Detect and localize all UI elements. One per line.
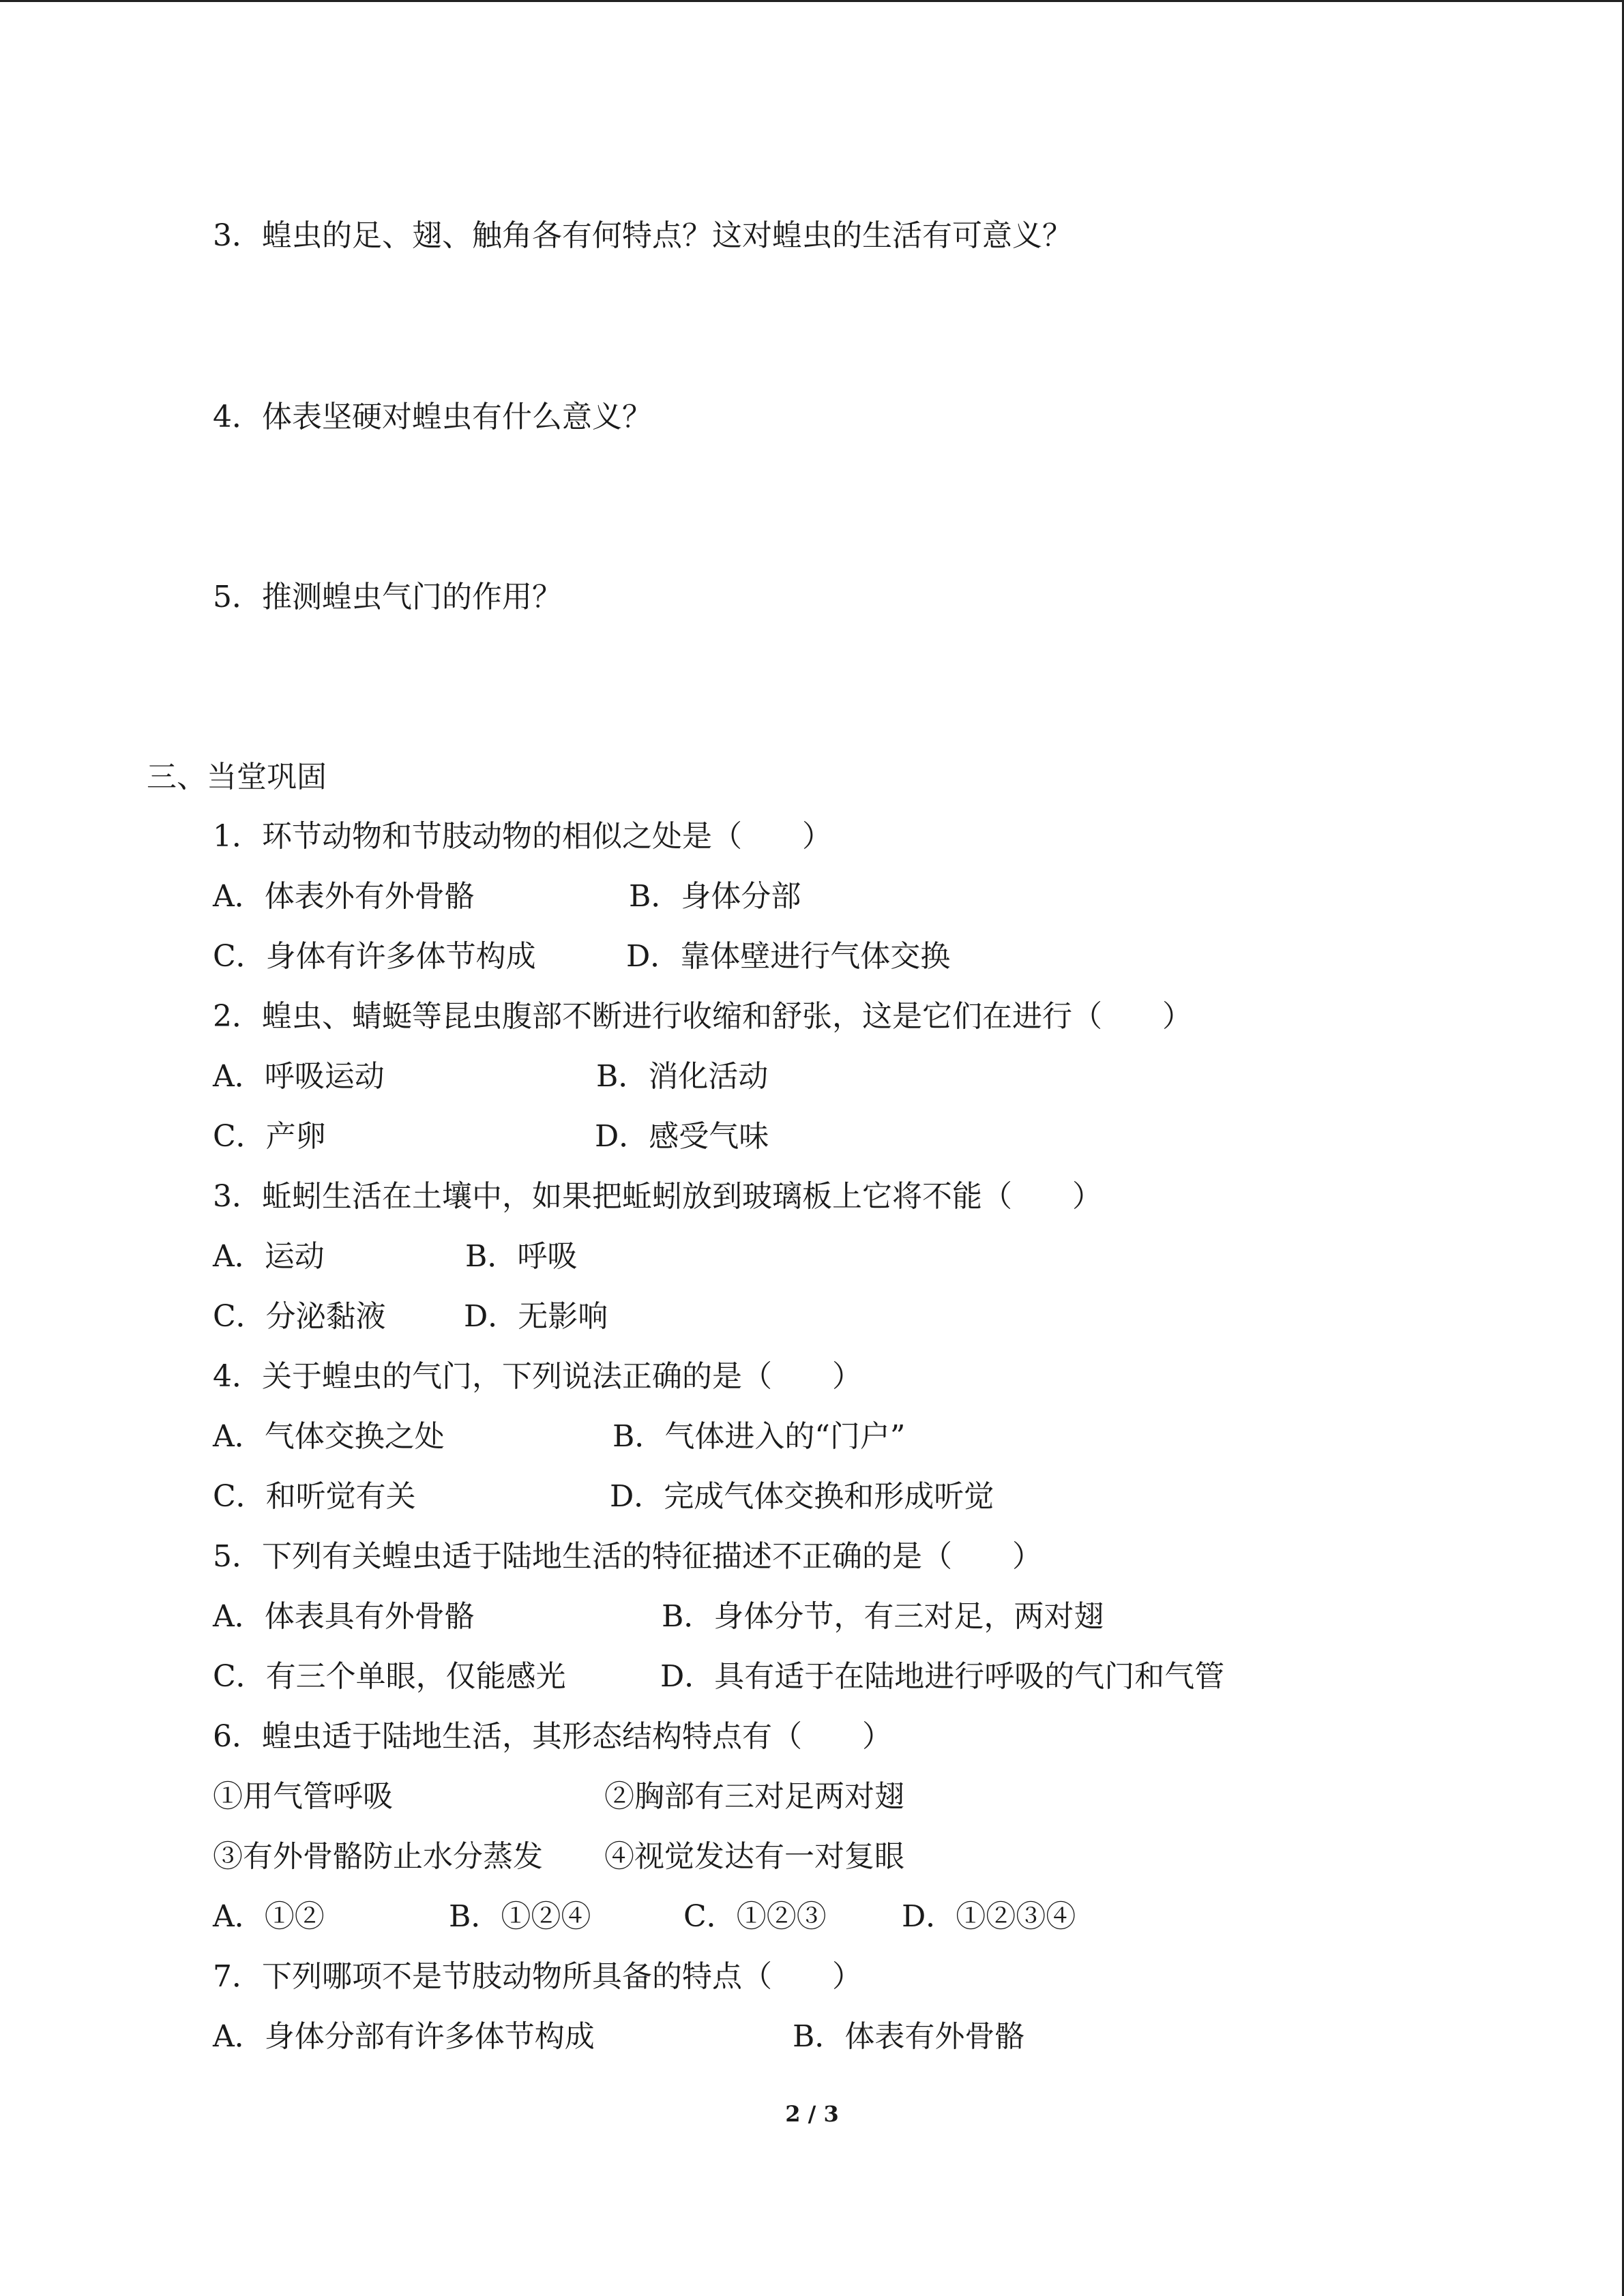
page-border-top	[0, 0, 1624, 2]
q1-option-b: B．身体分部	[629, 879, 801, 914]
q6-option-c: C．①②③	[683, 1899, 827, 1934]
q4-option-a: A．气体交换之处	[213, 1419, 445, 1454]
q5-option-c: C．有三个单眼，仅能感光	[213, 1659, 566, 1694]
q6-statement-3: ③有外骨骼防止水分蒸发	[213, 1839, 543, 1874]
q5-option-a: A．体表具有外骨骼	[213, 1599, 475, 1634]
q7-option-a: A．身体分部有许多体节构成	[213, 2019, 595, 2054]
q5-stem: 5．下列有关蝗虫适于陆地生活的特征描述不正确的是（ ）	[213, 1539, 1042, 1574]
q6-option-b: B．①②④	[449, 1899, 591, 1934]
q6-statement-4: ④视觉发达有一对复眼	[604, 1839, 904, 1874]
q6-stem: 6．蝗虫适于陆地生活，其形态结构特点有（ ）	[213, 1719, 892, 1754]
question-5: 5．推测蝗虫气门的作用？	[213, 580, 562, 614]
question-3: 3．蝗虫的足、翅、触角各有何特点？这对蝗虫的生活有可意义？	[213, 218, 1072, 253]
q2-option-c: C．产卵	[213, 1119, 326, 1154]
q3-option-a: A．运动	[213, 1239, 325, 1274]
q5-option-d: D．具有适于在陆地进行呼吸的气门和气管	[660, 1659, 1225, 1694]
q6-statement-1: ①用气管呼吸	[213, 1779, 393, 1814]
q4-option-d: D．完成气体交换和形成听觉	[610, 1479, 994, 1514]
q2-option-d: D．感受气味	[595, 1119, 769, 1154]
q6-option-d: D．①②③④	[902, 1899, 1076, 1934]
q1-option-c: C．身体有许多体节构成	[213, 939, 536, 974]
q2-option-b: B．消化活动	[596, 1059, 769, 1094]
q3-option-c: C．分泌黏液	[213, 1299, 386, 1334]
q6-statement-2: ②胸部有三对足两对翅	[604, 1779, 904, 1814]
q1-option-d: D．靠体壁进行气体交换	[626, 939, 951, 974]
q5-option-b: B．身体分节，有三对足，两对翅	[662, 1599, 1104, 1634]
q4-option-c: C．和听觉有关	[213, 1479, 416, 1514]
q4-option-b: B．气体进入的“门户”	[612, 1419, 906, 1454]
q3-option-b: B．呼吸	[465, 1239, 578, 1274]
question-4: 4．体表坚硬对蝗虫有什么意义？	[213, 400, 652, 434]
q2-stem: 2．蝗虫、蜻蜓等昆虫腹部不断进行收缩和舒张，这是它们在进行（ ）	[213, 999, 1192, 1034]
page-number: 2 / 3	[785, 2101, 839, 2127]
section-heading: 三、当堂巩固	[147, 760, 327, 794]
q1-stem: 1．环节动物和节肢动物的相似之处是（ ）	[213, 819, 832, 854]
q2-option-a: A．呼吸运动	[213, 1059, 385, 1094]
q7-stem: 7．下列哪项不是节肢动物所具备的特点（ ）	[213, 1959, 862, 1994]
q3-stem: 3．蚯蚓生活在土壤中，如果把蚯蚓放到玻璃板上它将不能（ ）	[213, 1179, 1102, 1214]
q7-option-b: B．体表有外骨骼	[793, 2019, 1025, 2054]
q3-option-d: D．无影响	[464, 1299, 608, 1334]
q6-option-a: A．①②	[213, 1899, 325, 1934]
q4-stem: 4．关于蝗虫的气门，下列说法正确的是（ ）	[213, 1359, 862, 1394]
q1-option-a: A．体表外有外骨骼	[213, 879, 475, 914]
